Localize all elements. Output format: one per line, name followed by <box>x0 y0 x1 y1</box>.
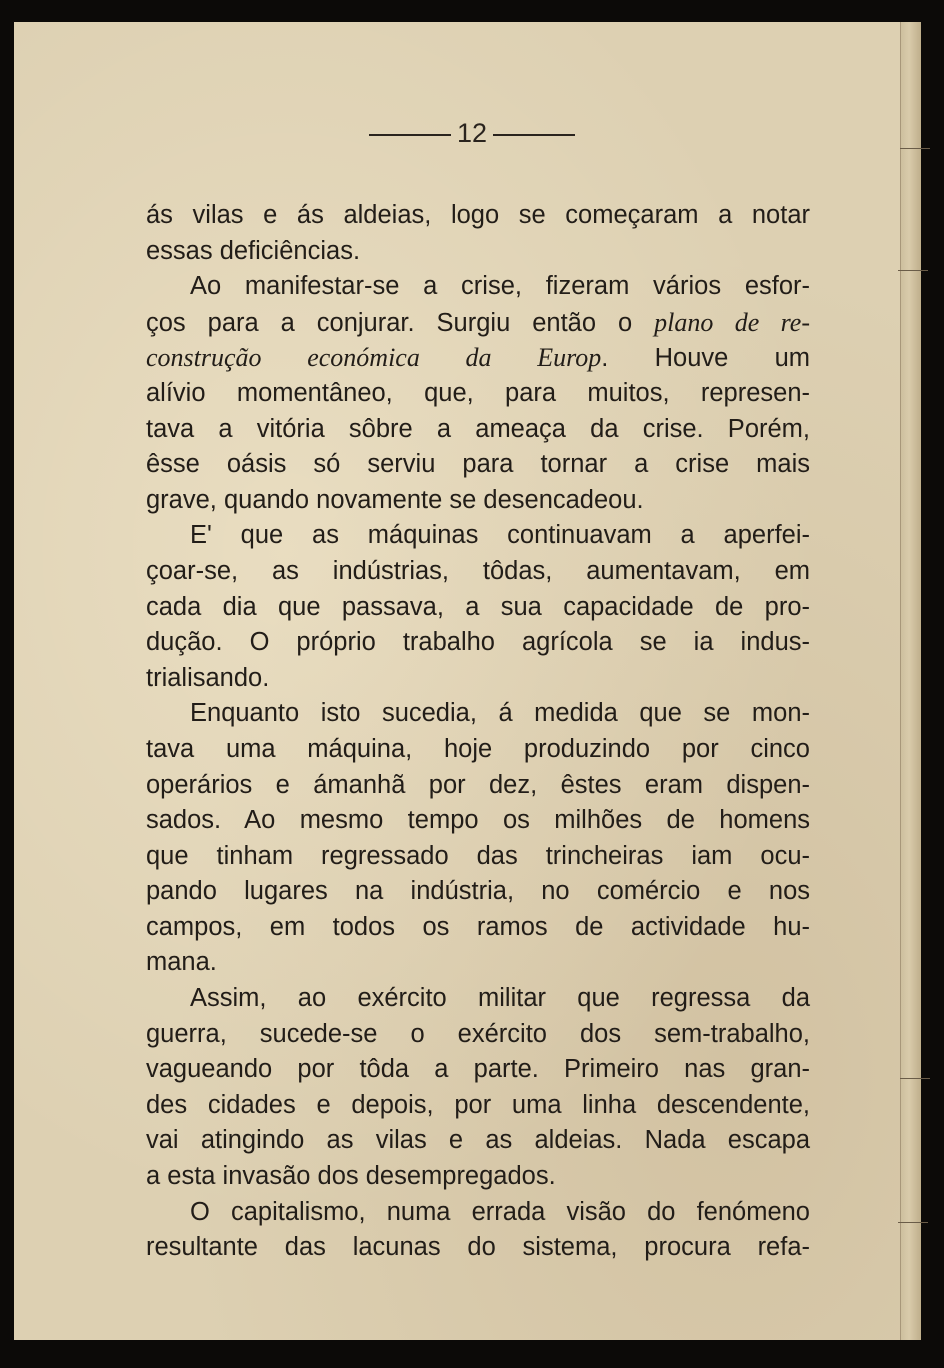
text-line <box>146 696 810 732</box>
text-line <box>146 1159 810 1195</box>
text-line <box>146 1088 810 1124</box>
text-line <box>146 1017 810 1053</box>
text-line <box>146 269 810 305</box>
text-line <box>146 234 810 270</box>
text-line <box>146 1123 810 1159</box>
line-text: que tinham regressado das trincheiras iam ocu- <box>146 841 810 870</box>
line-text: campos, em todos os ramos de actividade hu- <box>146 912 810 941</box>
page-edge <box>900 22 921 1340</box>
text-line <box>146 661 810 697</box>
text-line <box>146 376 810 412</box>
text-line <box>146 945 810 981</box>
line-text: Ao manifestar-se a crise, fizeram vários esfor- <box>190 272 810 301</box>
line-text: pando lugares na indústria, no comércio e nos <box>146 877 810 906</box>
line-text: vai atingindo as vilas e as aldeias. Nada escapa <box>146 1126 810 1155</box>
text-line <box>146 198 810 234</box>
line-text: çoar-se, as indústrias, tôdas, aumentavam, em <box>146 556 810 585</box>
margin-mark <box>900 1078 930 1079</box>
line-text: operários e ámanhã por dez, êstes eram dispen- <box>146 770 810 799</box>
line-text: tava uma máquina, hoje produzindo por cinco <box>146 734 810 763</box>
line-text: cada dia que passava, a sua capacidade de pro- <box>146 592 810 621</box>
text-line <box>146 518 810 554</box>
text-line <box>146 305 810 341</box>
text-line <box>146 483 810 519</box>
line-text: trialisando. <box>146 663 270 692</box>
text-line <box>146 340 810 376</box>
line-text: a esta invasão dos desempregados. <box>146 1162 556 1191</box>
line-text: Enquanto isto sucedia, á medida que se mon- <box>190 699 810 728</box>
line-text: êsse oásis só serviu para tornar a crise mais <box>146 450 810 479</box>
page-number: 12 <box>456 118 488 148</box>
line-text: Assim, ao exército militar que regressa da <box>190 984 810 1013</box>
line-text: grave, quando novamente se desencadeou. <box>146 485 644 514</box>
line-text: O capitalismo, numa errada visão do fenómeno <box>190 1197 810 1226</box>
text-line <box>146 874 810 910</box>
header-rule-right <box>493 134 575 136</box>
line-text: alívio momentâneo, que, para muitos, represen- <box>146 378 810 407</box>
text-line <box>146 803 810 839</box>
margin-mark <box>898 270 928 271</box>
text-line <box>146 554 810 590</box>
line-text: ços para a conjurar. Surgiu então o <box>146 308 633 337</box>
line-text: mana. <box>146 948 217 977</box>
text-line <box>146 839 810 875</box>
text-line <box>146 447 810 483</box>
header-rule-left <box>369 134 451 136</box>
line-text: resultante das lacunas do sistema, procura refa- <box>146 1233 810 1262</box>
line-text: des cidades e depois, por uma linha descendente, <box>146 1090 810 1119</box>
italic-text: construção económica da Europ <box>146 343 602 373</box>
line-text: . Houve um <box>601 344 811 373</box>
line-text: tava a vitória sôbre a ameaça da crise. Porém, <box>146 414 810 443</box>
body-text <box>146 198 810 1266</box>
text-line <box>146 412 810 448</box>
line-text: vagueando por tôda a parte. Primeiro nas gran- <box>146 1055 810 1084</box>
text-line <box>146 590 810 626</box>
text-line <box>146 1052 810 1088</box>
line-text: guerra, sucede-se o exército dos sem-trabalho, <box>146 1019 810 1048</box>
italic-text: plano de re- <box>654 307 811 337</box>
line-text: sados. Ao mesmo tempo os milhões de homens <box>146 806 810 835</box>
text-line <box>146 1230 810 1266</box>
text-line <box>146 768 810 804</box>
text-line <box>146 910 810 946</box>
line-text: ás vilas e ás aldeias, logo se começaram a notar <box>146 201 810 229</box>
text-line <box>146 732 810 768</box>
text-line <box>146 981 810 1017</box>
page-header <box>0 118 944 149</box>
line-text: E' que as máquinas continuavam a aperfei- <box>190 521 810 550</box>
text-line <box>146 1195 810 1231</box>
margin-mark <box>898 1222 928 1223</box>
line-text: dução. O próprio trabalho agrícola se ia indus- <box>146 628 810 657</box>
text-line <box>146 625 810 661</box>
line-text: essas deficiências. <box>146 236 361 265</box>
